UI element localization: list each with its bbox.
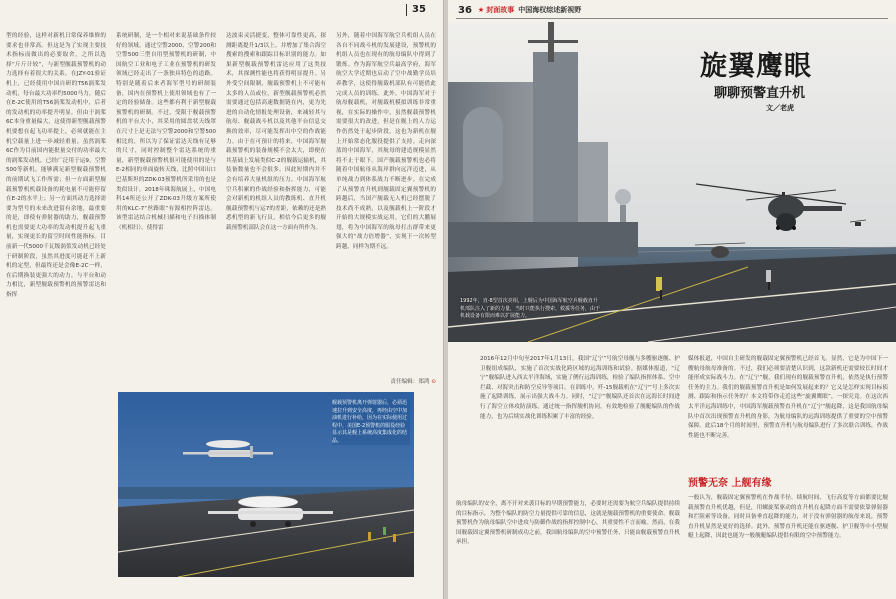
left-page <box>0 0 444 599</box>
editor-note <box>340 378 436 390</box>
article-subtitle: 聊聊预警直升机 <box>714 86 806 101</box>
left-column-4: 另外，随着中国海军航空兵机组人员在各自不同战斗机的发展建设，预警机的机组人员也在现有的航母编队中得到了锻炼。作为海军航空兵最高学府，海军航空大学近期也启动了空中战勤学员培养教学，这使得舰载机部队有可能借此完成人员的训练。此外，中国海军对于航母舰载机，对舰载机模拟训练非常重视，在实际的操作中，虽然舰载预警机需要很大的改进，但是在舰上的人力运作仍然处于起步阶段，这也为新机在舰上开始常态化服役提供了支持。走向深蓝的中国海军，其航母的建造规模显然将不止于眼下。国产舰载预警机也必将随着中国航母从海岸群向远洋迈进，从单纯战力到体系战力不断进步。在完成了从预警直升机到舰载固定翼预警机的跨越后，当国产舰载无人机已经摆脱了技术尚不成熟，以及舰载机上一阶段才开始的大规模实战运用，它们的大鹏展翅，将为中国海军的航母打击群带来更强大的“战力倍增器”，实现下一次转型跨越，同样为期不远。 <box>336 33 436 251</box>
left-photo-caption: 舰载预警机离开弹射器后，必须迅速拉升到安全高度，再经由空中加油机进行补给，因为在实际使用过程中，美国E-2预警机的服役经验显示其是舰上系统高度集成化的结晶。 <box>332 400 410 445</box>
right-paragraph-1: 2016年12月中旬至2017年1月13日，我国“辽宁”号航空母舰与多艘驱逐舰、护卫舰组成编队，实施了首次实战化跨区域的远海训练和试验。据媒体报道，“辽宁”舰编队进入西太平洋海域，实施了例行远海训练，检验了编队指挥体系、空中拦截、对海突击和防空反导等项目。在训练中，歼-15舰载机在“辽宁”号上多次实施了起降训练，展示出强大战斗力。同时，“辽宁”舰编队还首次在远海长时间进行了海空立体攻防演练，通过统一指挥舰机协同，有效地检验了舰艇编队的作战能力，也为后续实战化训练积累了丰富的经验。 <box>480 356 680 420</box>
right-photo-caption: 1992年，直-8型首次亮相，上舰后为中国海军航空兵舰载直升机部队注入了新的力量，当时只能执行搜索、救援等任务，由于机载设备有限而难以扩展能力。 <box>460 298 601 319</box>
page-number-left: 35 <box>412 4 426 15</box>
right-column-2: 媒体报道，中国自主研发的舰载固定翼预警机已经首飞。显然，它是为中国下一艘航母航母准备的。不过，我们必须要清楚认识到，这款新机还需要较长时间才能形成实际战斗力。在“辽宁”舰，我们现有的舰载预警直升机，依然是执行预警任务的主力。我们的舰载预警直升机是如何发展起来的？它又是怎样实现目标侦测、跟踪和指示任务的？本文将带你走近这些“旋翼鹰眼”，一探究竟。在这次西太平洋远海训练中，中国海军舰载预警直升机在“辽宁”舰起降，这是我国航母编队中首次出现预警直升机的身影，为航母编队的远海训练提供了重要的空中预警保障。此后18个月的时间里，预警直升机与航母编队进行了多次联合训练，作战性能也不断完善。 <box>688 356 888 439</box>
right-paragraph-2: 航母编队的安全，离不开对来袭目标的早期预警能力，必要时还需要为航空兵编队提供持续的目标指示。为整个编队的防空力量提供可靠的信息，这就是舰载预警机的重要使命。舰载预警机作为航母编队空中进攻与防御作战的指挥控制中心，其重要性不言而喻。然而，在我国舰载固定翼预警机研制成功之前，我国航母编队的空中预警任务，只能由舰载预警直升机承担。 <box>456 501 680 546</box>
magazine-label: 中国海权综述新视野 <box>518 6 582 14</box>
section-subhead: 预警无奈 上舰有缘 <box>688 478 772 489</box>
section-label: 封面故事 <box>486 6 515 14</box>
header-rule <box>456 18 888 19</box>
left-column-2: 系统研制，是一个相对来说基础条件较好的领域。通过空警2000、空警200和空警500三型自用型预警机的研制，中国航空工业和电子工业在预警机的研发领域已经走出了一条独具特色的道路。特别是随着后来者海军型号的研制装备，国内在预警机上使用领域也有了一定的经验储备。这些都有利于新型舰载预警机的研制。不过，受限于舰载预警机的平台大小，其采用的圆盘状天线罩在尺寸上是无法与空警2000和空警500相比的，所以为了保证雷达天线有足够的尺寸，同时控制整个雷达系统的重量，新型舰载预警机很可能使用的是与E-2相同的单面旋转天线，比照中国出口巴基斯坦的ZDK-03预警机所采用的也是类似设计。2018年珠海航展上，中国电科14所还公开了ZDK-03升级方案所使用的KLC-7“丝路眼”有源相控阵雷达。该型雷达结合机械扫描和电子扫描体制（机相扫），使得雷 <box>116 33 216 231</box>
page-number-right: 36 <box>458 4 472 16</box>
carrier-scene-graphic <box>448 22 896 342</box>
right-paragraph-3: 一般认为，舰载固定翼预警机在作战半径、续航时间、飞行高度等方面都要比舰载预警直升机优越，但是，用螺旋桨驱动的直升机在起降方面不需要依靠弹射器和拦阻索等设备，同时具备垂直起降的能力，对于没有弹射器的航母来说，预警直升机显然是更好的选择。此外，预警直升机还能在驱逐舰、护卫舰等中小型舰艇上起降，因此也能为一般舰艇编队提供有限的空中预警能力。 <box>688 495 888 540</box>
article-title: 旋翼鹰眼 <box>700 51 812 82</box>
aircraft-on-deck-photo <box>118 392 414 577</box>
left-column-1: 型的经验，这样对新机日常保养维修的要求也非常高。但这是为了实现主要技术指标而做出的必要取舍。之所以选择“斤斤计较”，与新型舰载预警机的动力选择有着很大的关系。在JZY-01验证机上，已经使用中国自研的T56涡桨发动机，每台最大功率约5000马力，随后在E-2C使用的T56涡桨发动机中，后者的发动机的功率提升明显。但由于涡桨6C本身重量偏大，这使得新型舰载预警机要想在起飞功率提上，必须就能在主机空载量上进一步减轻重量。虽然涡桨6C作为目前国内能批量交付的功率最大的涡桨发动机，已经广泛用于运9、空警500等新机。能够满足新型舰载预警机的前期试飞工作所需；但一方面新型舰载预警机机载设备的耗电量不可能停留在E-2的水平上；另一方面其动力选择需要为型号的未来改进留有余地，最重要的是，即使有弹射器的助力，舰载预警机也需要更大功率的发动机提升起飞重量，实现更长的留空时间性能指标。目前新一代5000千瓦级涡浆发动机已经处于研制阶段，虽然其进度可能赶不上新机的定型，但最终还是会像E-2C一样，在后期换装更强大的动力。与平台和动力相比，新型舰载预警机的预警雷达和指挥 <box>6 33 106 299</box>
left-column-3: 达波束灵活捷变，整体可靠性更高，探测距离提升1/3以上。并增加了集合海空搜索的搜索和跟踪目标识别的能力。如果新型舰载预警机雷达应用了这类技术，其探测性能也将获得明显提升。另外受空间限制，舰载预警机上不可能有太多的人员或位，新型舰载预警机必然需要通过包括高速数据链在内，更为先进的自动化情报处理设备，来减轻其与航母、舰载战斗机以及其他平台信息交换的效率，尽可能发挥出中空的作战能力。由于在可预计的将来，中国海军舰载预警机的装备规模不会太大，即便在其基础上发展类似C-2的舰载运输机，其装备数量也不会很多。因此短期内并不会有培养大量机组的压力。中国海军航空兵积累的作战经验和指挥能力，可能会对新机的机组人员的教练机、直升机舰载预警机与运7的差距，依赖的还是熟悉机型的新飞行员，相信今后更多的舰载预警机部队会在这一方面有所作为。 <box>226 33 326 231</box>
star-icon: ★ <box>477 6 485 14</box>
article-author: 文／老虎 <box>766 104 794 112</box>
editor-note-text: 责任编辑：郑鸿 <box>390 379 430 385</box>
end-mark: ⊙ <box>431 379 436 385</box>
right-page <box>448 0 896 599</box>
carrier-deck-photo <box>448 22 896 342</box>
page-header <box>458 3 581 17</box>
